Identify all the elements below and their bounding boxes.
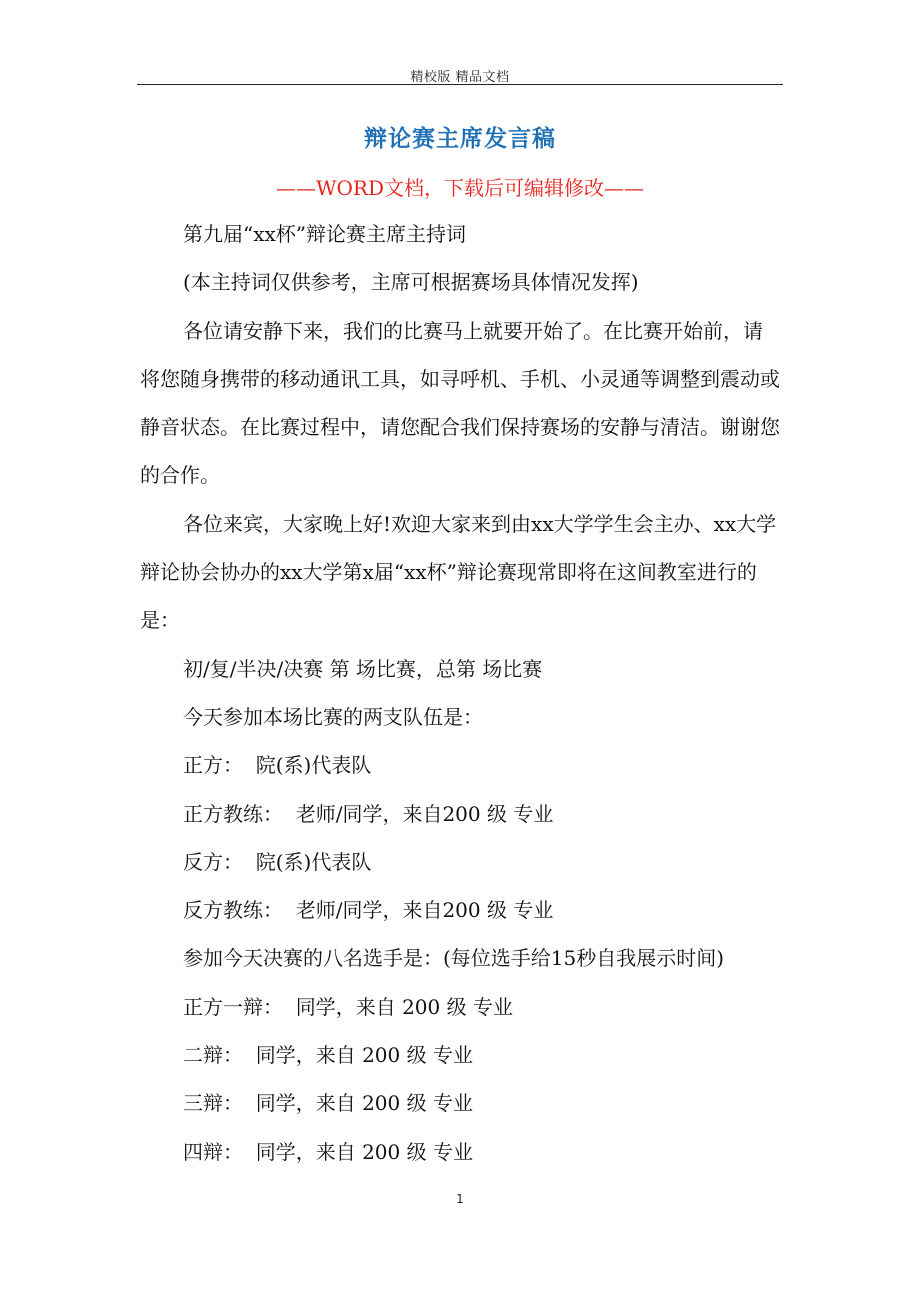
paragraph-note: (本主持词仅供参考，主席可根据赛场具体情况发挥) [183, 270, 639, 295]
document-subtitle: ——WORD文档，下载后可编辑修改—— [275, 176, 645, 200]
document-body [140, 210, 782, 1176]
header-divider [137, 84, 783, 85]
paragraph-second-speaker: 二辩： 同学，来自 200 级 专业 [183, 1043, 473, 1068]
paragraph-third-speaker: 三辩： 同学，来自 200 级 专业 [183, 1091, 473, 1116]
paragraph-round: 初/复/半决/决赛 第 场比赛，总第 场比赛 [183, 656, 543, 681]
paragraph-affirmative-team: 正方： 院(系)代表队 [183, 753, 372, 778]
paragraph-fourth-speaker: 四辩： 同学，来自 200 级 专业 [183, 1139, 473, 1164]
paragraph-negative-coach: 反方教练： 老师/同学，来自200 级 专业 [183, 898, 554, 923]
document-title: 辩论赛主席发言稿 [364, 125, 556, 152]
page-header: 精校版 精品文档 [410, 70, 510, 85]
page-number: 1 [456, 1192, 464, 1206]
paragraph-debaters-intro: 参加今天决赛的八名选手是：(每位选手给15秒自我展示时间) [183, 946, 725, 971]
paragraph-negative-team: 反方： 院(系)代表队 [183, 849, 372, 874]
paragraph-first-speaker: 正方一辩： 同学，来自 200 级 专业 [183, 994, 513, 1019]
paragraph-welcome: 各位来宾，大家晚上好!欢迎大家来到由xx大学学生会主办、xx大学辩论协会协办的xx大学第x届“xx杯”辩论赛现常即将在这间教室进行的是： [140, 511, 777, 633]
paragraph-affirmative-coach: 正方教练： 老师/同学，来自200 级 专业 [183, 801, 554, 826]
paragraph-opening: 各位请安静下来，我们的比赛马上就要开始了。在比赛开始前，请将您随身携带的移动通讯工具，如寻呼机、手机、小灵通等调整到震动或静音状态。在比赛过程中，请您配合我们保持赛场的安静与清洁。谢谢您的合作。 [140, 318, 780, 488]
paragraph-heading: 第九届“xx杯”辩论赛主席主持词 [183, 222, 467, 246]
paragraph-teams-intro: 今天参加本场比赛的两支队伍是： [183, 704, 483, 729]
